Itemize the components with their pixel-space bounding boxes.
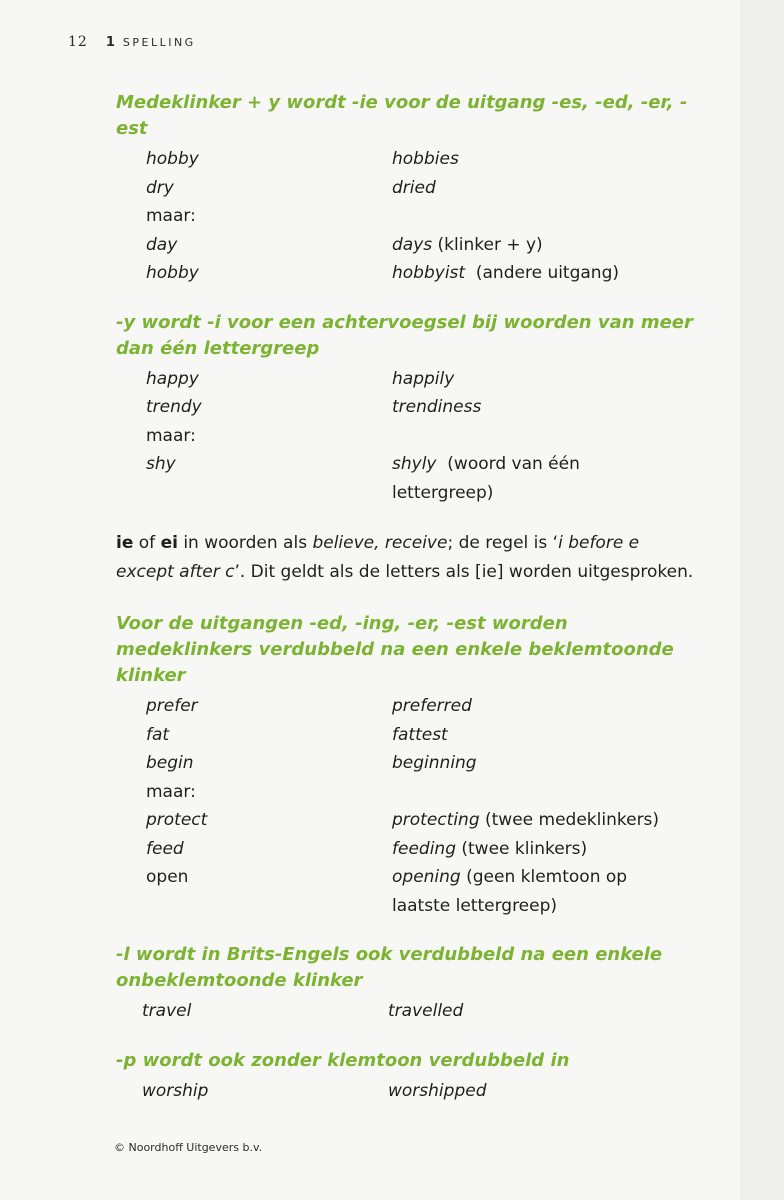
paragraph-text: in woorden als	[177, 533, 313, 553]
rule-heading: Voor de uitgangen -ed, -ing, -er, -est worden medeklinkers verdubbeld na een enkele beklemtoonde klinker	[116, 613, 674, 686]
rule-paragraph	[116, 529, 696, 587]
base-word: feed	[146, 838, 184, 859]
rule-heading: -y wordt -i voor een achtervoegsel bij woorden van meer dan één lettergreep	[116, 311, 693, 359]
example-row	[146, 749, 696, 778]
exception-label-row	[146, 778, 696, 807]
rule-heading: -l wordt in Brits-Engels ook verdubbeld na een enkele onbeklemtoonde klinker	[116, 944, 663, 991]
running-head	[68, 34, 196, 50]
exception-label-row	[146, 202, 696, 231]
base-word: hobby	[146, 149, 199, 169]
rule-heading: -p wordt ook zonder klemtoon verdubbeld in	[116, 1049, 570, 1071]
derived-word: opening	[392, 867, 461, 887]
base-word: protect	[146, 810, 208, 830]
base-word: dry	[146, 177, 174, 198]
example-row	[142, 997, 696, 1026]
example-list	[146, 145, 696, 288]
example-note: (twee klinkers)	[455, 838, 588, 859]
example-row	[146, 174, 696, 203]
base-word: shy	[146, 454, 176, 474]
rule-block	[116, 310, 696, 508]
derived-word: hobbies	[392, 149, 459, 169]
page-content	[116, 90, 696, 1127]
example-row	[146, 259, 696, 288]
rule-block	[116, 942, 696, 1026]
paragraph-text: ; de regel is ‘	[447, 533, 559, 553]
derived-word: travelled	[388, 1001, 464, 1021]
base-word: happy	[146, 368, 199, 389]
exception-label: maar:	[146, 425, 196, 446]
example-row	[142, 1077, 696, 1106]
derived-word: protecting	[392, 810, 480, 830]
example-row	[146, 231, 696, 260]
rule-quote: i before e except after c	[116, 533, 640, 582]
derived-word: happily	[392, 368, 455, 389]
base-word: begin	[146, 753, 194, 773]
rule-block	[116, 1048, 696, 1106]
base-word: prefer	[146, 696, 198, 716]
exception-label: maar:	[146, 206, 196, 226]
example-row	[146, 721, 696, 750]
page-edge	[740, 0, 784, 1200]
example-list	[142, 1077, 696, 1106]
copyright-footer: © Noordhoff Uitgevers b.v.	[114, 1141, 263, 1154]
paragraph-text: ’. Dit geldt als de letters als [ie] worden uitgesproken.	[234, 562, 694, 582]
derived-word: preferred	[392, 696, 472, 716]
chapter-number: 1	[105, 35, 117, 50]
term-ei: ei	[160, 533, 178, 553]
example-note: (twee medeklinkers)	[479, 810, 660, 830]
chapter-name: SPELLING	[122, 36, 196, 49]
example-row	[146, 863, 696, 920]
example-note-continued: lettergreep)	[392, 482, 494, 503]
base-word: hobby	[146, 263, 199, 283]
base-word: worship	[142, 1080, 209, 1101]
derived-word: shyly	[392, 454, 437, 474]
exception-label: maar:	[146, 781, 196, 802]
example-note: (andere uitgang)	[465, 263, 620, 283]
base-word: open	[146, 867, 189, 887]
example-list	[146, 365, 696, 508]
term-ie: ie	[116, 533, 134, 553]
derived-word: beginning	[392, 753, 477, 773]
base-word: trendy	[146, 397, 202, 417]
derived-word: days	[392, 234, 433, 255]
derived-word: dried	[392, 177, 436, 198]
example-row	[146, 692, 696, 721]
derived-word: hobbyist	[392, 263, 466, 283]
base-word: day	[146, 234, 178, 255]
example-note: (woord van één	[436, 454, 580, 474]
base-word: fat	[146, 724, 170, 745]
rule-block	[116, 90, 696, 288]
rule-block	[116, 611, 696, 920]
example-words: believe, receive	[312, 533, 448, 553]
derived-word: fattest	[392, 724, 448, 745]
example-row	[146, 835, 696, 864]
example-row	[146, 145, 696, 174]
example-note: (geen klemtoon op	[460, 867, 628, 887]
example-note-continued: laatste lettergreep)	[392, 895, 558, 916]
exception-label-row	[146, 422, 696, 451]
paragraph-text: of	[133, 533, 161, 553]
example-list	[142, 997, 696, 1026]
page-number: 12	[68, 34, 88, 50]
example-row	[146, 806, 696, 835]
example-note: (klinker + y)	[432, 234, 543, 255]
derived-word: trendiness	[392, 397, 482, 417]
example-row	[146, 450, 696, 507]
derived-word: feeding	[392, 838, 456, 859]
rule-heading: Medeklinker + y wordt -ie voor de uitgang -es, -ed, -er, -est	[116, 92, 688, 139]
example-row	[146, 393, 696, 422]
example-row	[146, 365, 696, 394]
example-list	[146, 692, 696, 920]
derived-word: worshipped	[388, 1080, 487, 1101]
base-word: travel	[142, 1001, 192, 1021]
